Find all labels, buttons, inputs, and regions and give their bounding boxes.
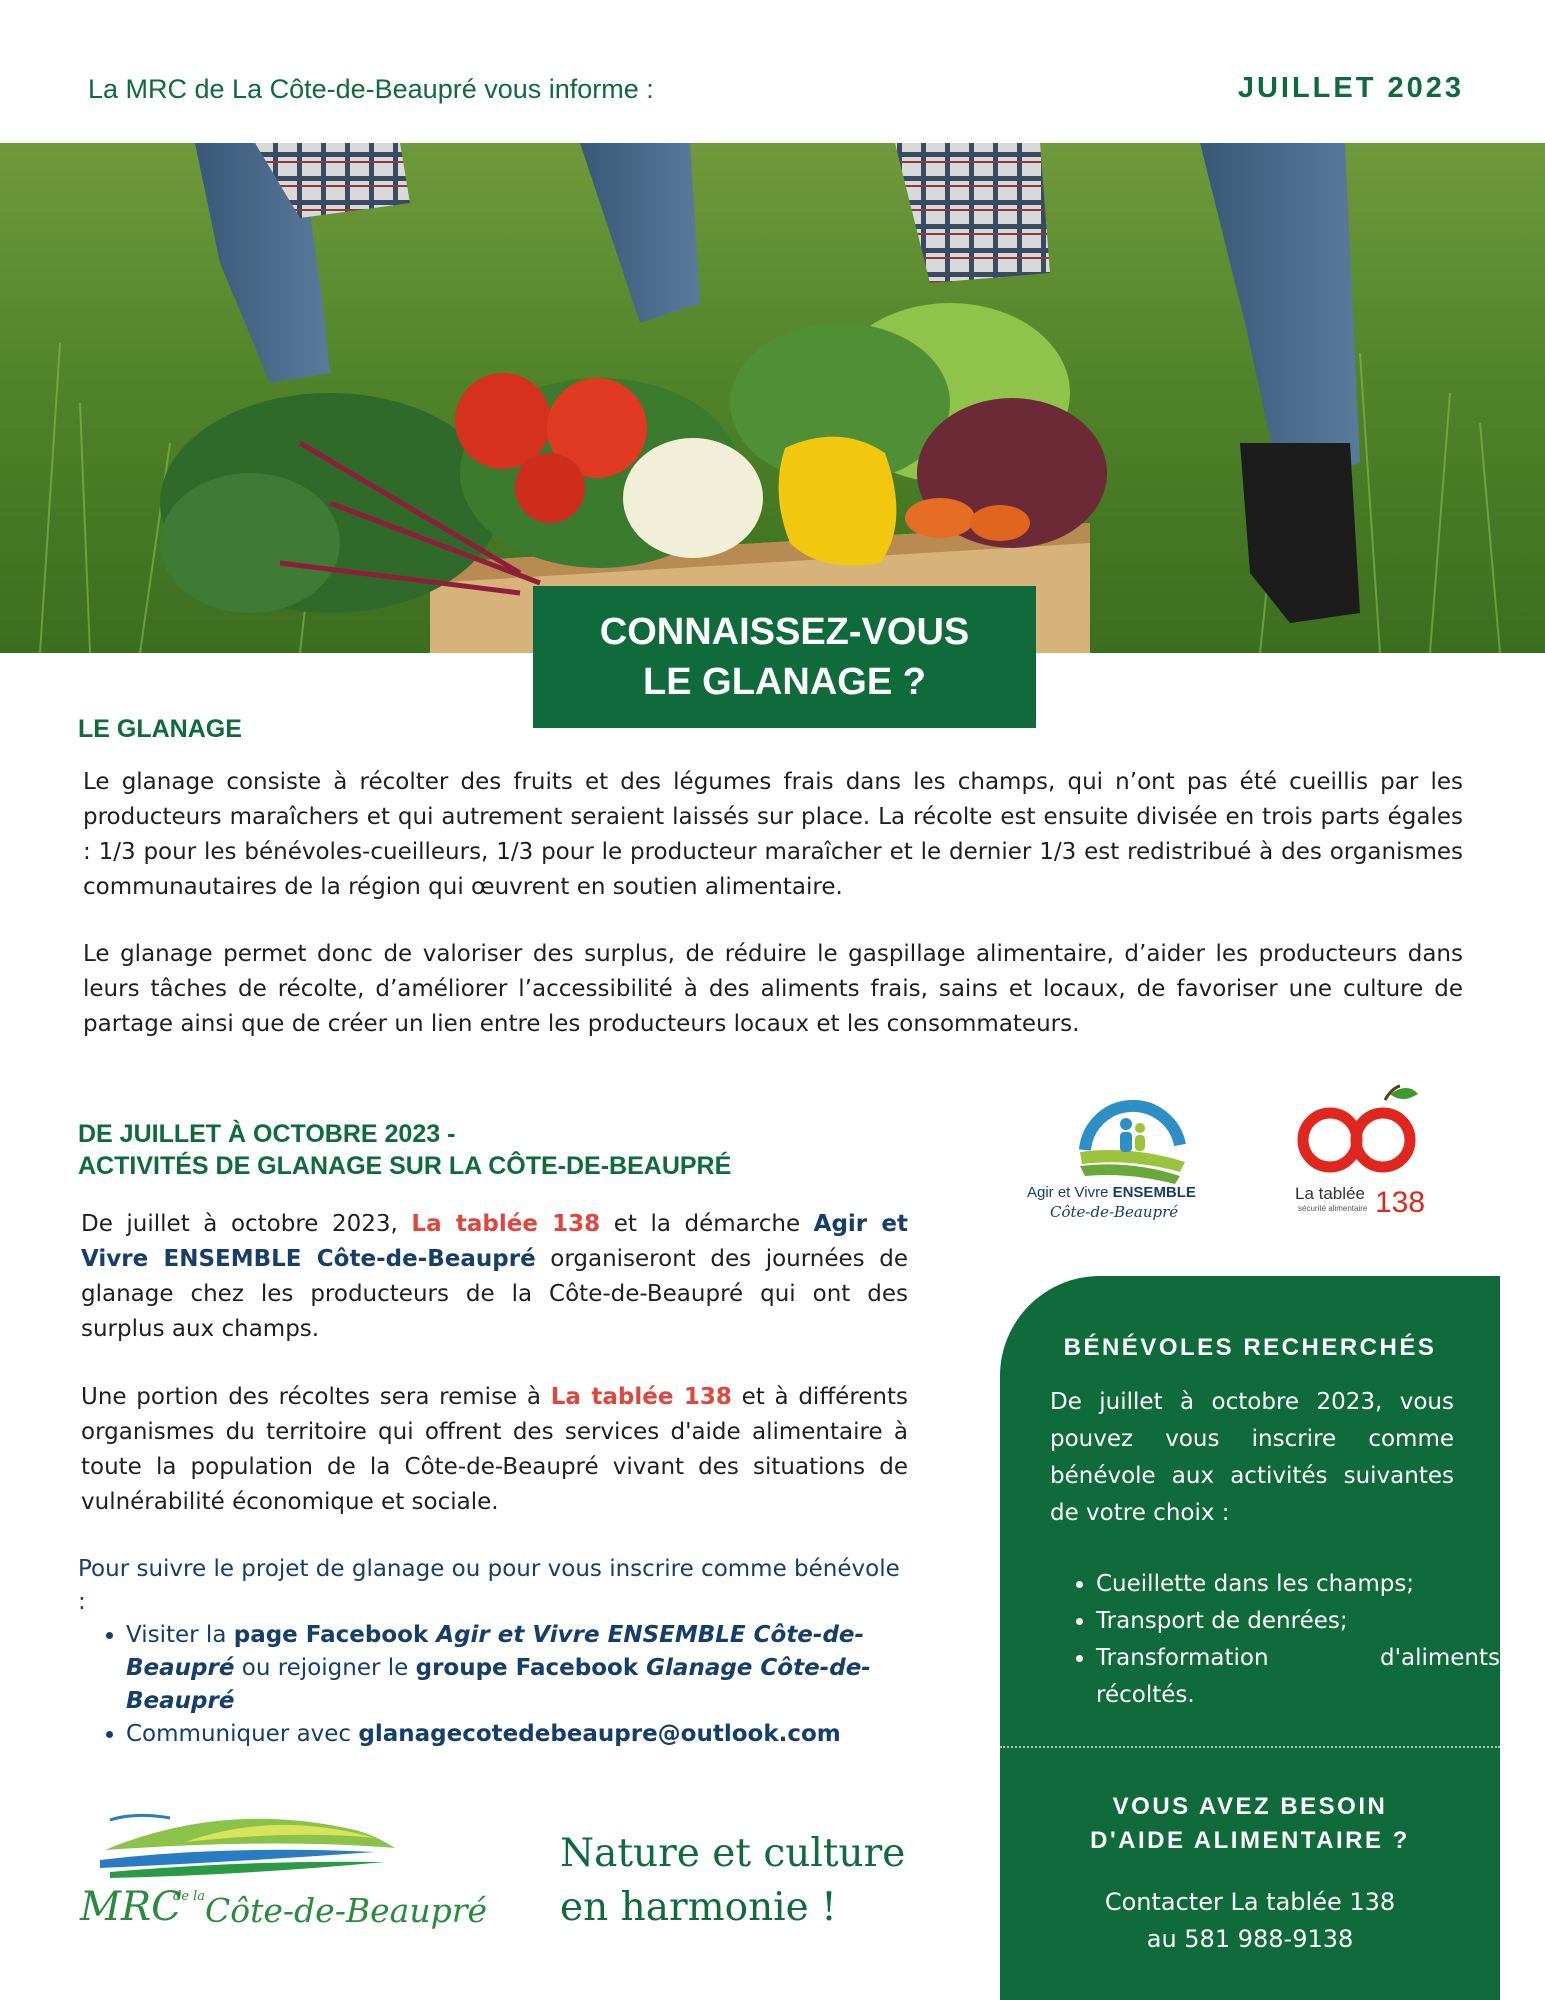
activities-paragraph-2 xyxy=(81,1380,908,1520)
volunteer-activity-item: • Cueillette dans les champs; xyxy=(1096,1566,1500,1603)
follow-item-email xyxy=(126,1718,908,1751)
text-run: et la démarche xyxy=(600,1211,814,1237)
slogan-line2: en harmonie ! xyxy=(560,1885,837,1930)
food-aid-heading-line2: D'AIDE ALIMENTAIRE ? xyxy=(1090,1827,1410,1854)
volunteer-activity-item: • Transformation d'aliments récoltés. xyxy=(1096,1640,1500,1714)
contact-line1: Contacter La tablée 138 xyxy=(1104,1888,1396,1916)
text-run: Visiter la xyxy=(126,1622,234,1648)
facebook-page-name[interactable]: Agir et Vivre ENSEMBLE Côte-de-Beaupré xyxy=(126,1622,865,1681)
panel-divider xyxy=(1000,1746,1500,1748)
slogan-line1: Nature et culture xyxy=(560,1831,906,1876)
agir-logo-place: Côte-de-Beaupré xyxy=(1050,1203,1179,1221)
facebook-group-name[interactable]: Glanage Côte-de-Beaupré xyxy=(126,1655,871,1714)
tablee-logo-sub: sécurité alimentaire xyxy=(1298,1204,1368,1213)
agir-logo-text: Agir et Vivre xyxy=(1027,1184,1113,1201)
mrc-logo-small: de la xyxy=(173,1889,206,1904)
section-heading-glanage: LE GLANAGE xyxy=(78,715,242,743)
mrc-cote-de-beaupre-logo xyxy=(75,1790,495,1940)
newsletter-intro: La MRC de La Côte-de-Beaupré vous informe : xyxy=(88,74,654,104)
volunteer-panel xyxy=(1000,1276,1500,2000)
follow-intro: Pour suivre le projet de glanage ou pour vous inscrire comme bénévole : xyxy=(78,1556,900,1615)
facebook-page-label: page Facebook xyxy=(233,1622,437,1648)
main-title-line1: CONNAISSEZ-VOUS xyxy=(599,611,970,653)
section-heading-activities-line1: DE JUILLET À OCTOBRE 2023 - xyxy=(78,1120,456,1148)
volunteers-wanted-heading: BÉNÉVOLES RECHERCHÉS xyxy=(1063,1334,1437,1361)
activities-paragraph-1 xyxy=(81,1207,908,1347)
text-run: Communiquer avec xyxy=(126,1721,359,1747)
agir-logo-bold: ENSEMBLE xyxy=(1112,1184,1196,1201)
hero-image-vegetable-crate xyxy=(0,143,1545,653)
tablee-logo-name: La tablée xyxy=(1295,1184,1365,1203)
follow-list xyxy=(78,1619,908,1751)
facebook-group-label: groupe Facebook xyxy=(415,1655,647,1681)
glanage-paragraph-1: Le glanage consiste à récolter des fruits et des légumes frais dans les champs, qui n’ont pas été cueillis par les producteurs maraîchers et qui autrement seraient laissés sur place. La récolte est ensuite divisée en trois parts égales : 1/3 pour les bénévoles-cueilleurs, 1/3 pour le producteur maraîcher et le dernier 1/3 est redistribué à des organismes communautaires de la région qui œuvrent en soutien alimentaire. xyxy=(83,769,1463,900)
tablee-138-logo xyxy=(1290,1080,1430,1230)
volunteer-activities-list xyxy=(1050,1566,1500,1714)
contact-email-link[interactable]: glanagecotedebeaupre@outlook.com xyxy=(358,1721,841,1747)
section-heading-activities xyxy=(78,1118,731,1182)
main-title-box xyxy=(533,586,1036,728)
volunteer-description: De juillet à octobre 2023, vous pouvez vous inscrire comme bénévole aux activités suivantes de votre choix : xyxy=(1050,1389,1454,1526)
food-aid-heading-line1: VOUS AVEZ BESOIN xyxy=(1112,1793,1388,1820)
tablee-highlight: La tablée 138 xyxy=(550,1384,732,1410)
mrc-logo-place: Côte-de-Beaupré xyxy=(205,1891,487,1930)
agir-highlight: Agir et Vivre ENSEMBLE Côte-de-Beaupré xyxy=(81,1211,908,1272)
tablee-logo-number: 138 xyxy=(1375,1186,1426,1219)
contact-phone: au 581 988-9138 xyxy=(1146,1925,1354,1953)
slogan xyxy=(560,1827,905,1935)
svg-text:Agir et Vivre ENSEMBLE xyxy=(1027,1184,1196,1201)
main-title-line2: LE GLANAGE ? xyxy=(643,661,926,703)
text-run: organiseront des journées de glanage chez les producteurs de la Côte-de-Beaupré qui ont des surplus aux champs. xyxy=(81,1246,908,1342)
tablee-highlight: La tablée 138 xyxy=(411,1211,601,1237)
follow-project-section xyxy=(78,1553,908,1751)
text-run: Une portion des récoltes sera remise à xyxy=(81,1384,551,1410)
text-run: ou rejoigner le xyxy=(234,1655,416,1681)
glanage-paragraph-2: Le glanage permet donc de valoriser des surplus, de réduire le gaspillage alimentaire, d’aider les producteurs dans leurs tâches de récolte, d’améliorer l’accessibilité à des aliments frais, sains et locaux, de favoriser une culture de partage ainsi que de créer un lien entre les producteurs locaux et les consommateurs. xyxy=(83,941,1463,1037)
section-heading-activities-line2: ACTIVITÉS DE GLANAGE SUR LA CÔTE-DE-BEAUPRÉ xyxy=(78,1152,732,1180)
text-run: et à différents organismes du territoire qui offrent des services d'aide alimentaire à toute la population de la Côte-de-Beaupré vivant des situations de vulnérabilité économique et sociale. xyxy=(81,1384,908,1515)
text-run: De juillet à octobre 2023, xyxy=(81,1211,412,1237)
mrc-logo-text: MRC xyxy=(80,1884,182,1930)
volunteer-activity-item: • Transport de denrées; xyxy=(1096,1603,1500,1640)
newsletter-date: JUILLET 2023 xyxy=(1237,72,1464,104)
food-aid-contact xyxy=(1000,1884,1500,1958)
follow-item-facebook xyxy=(126,1619,908,1718)
food-aid-heading xyxy=(1000,1790,1500,1858)
partner-logos xyxy=(1010,1090,1500,1230)
